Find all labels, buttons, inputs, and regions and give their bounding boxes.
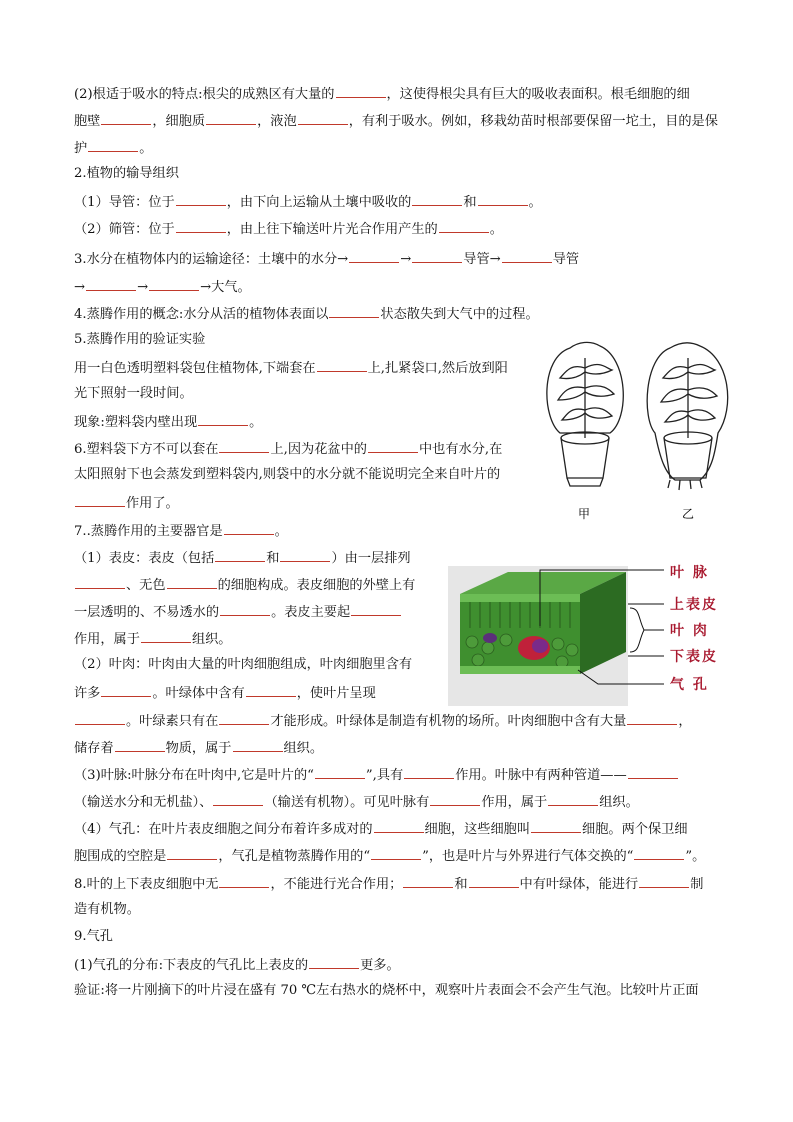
answer-blank[interactable] [220, 601, 270, 616]
answer-blank[interactable] [246, 682, 296, 697]
line-text: → [137, 280, 149, 295]
text-line-24 [74, 710, 692, 732]
line-text: 才能形成。叶绿体是制造有机物的场所。叶肉细胞中含有大量 [270, 714, 627, 729]
label-upper-epidermis: 上表皮 [670, 597, 718, 613]
line-text: → [400, 252, 412, 267]
answer-blank[interactable] [639, 873, 689, 888]
text-line-26 [74, 764, 679, 786]
answer-blank[interactable] [176, 218, 226, 233]
label-stoma: 气 孔 [670, 677, 709, 693]
line-text: ）由一层排列 [331, 551, 411, 566]
answer-blank[interactable] [224, 520, 274, 535]
line-text: ， [678, 714, 692, 729]
line-text: ，由上往下输送叶片光合作用产生的 [226, 222, 438, 237]
line-text: 8.叶的上下表皮细胞中无 [74, 877, 219, 892]
answer-blank[interactable] [627, 710, 677, 725]
line-text: ，由下向上运输从土壤中吸收的 [226, 195, 412, 210]
line-text: (2)根适于吸水的特点:根尖的成熟区有大量的 [74, 87, 335, 102]
line-text: 胞壁 [74, 114, 101, 129]
line-text: ，使叶片呈现 [296, 686, 376, 701]
line-text: 护 [74, 141, 88, 156]
line-text: 验证:将一片刚摘下的叶片浸在盛有 70 ℃左右热水的烧杯中，观察叶片表面会不会产生气泡。比较叶片正面 [74, 983, 699, 998]
answer-blank[interactable] [351, 601, 401, 616]
line-text: 作用。叶脉中有两种管道—— [455, 768, 627, 783]
figure-label-jia: 甲 [578, 507, 591, 521]
answer-blank[interactable] [412, 191, 462, 206]
answer-blank[interactable] [115, 737, 165, 752]
line-text: （1）表皮：表皮（包括 [74, 551, 215, 566]
answer-blank[interactable] [215, 547, 265, 562]
line-text: 更多。 [360, 958, 400, 973]
text-line-28 [74, 818, 688, 840]
answer-blank[interactable] [206, 110, 256, 125]
answer-blank[interactable] [75, 574, 125, 589]
line-text: （输送有机物）。可见叶脉有 [264, 795, 430, 810]
answer-blank[interactable] [374, 818, 424, 833]
answer-blank[interactable] [213, 791, 263, 806]
line-text: 6.塑料袋下方不可以套在 [74, 442, 219, 457]
line-text: ”，也是叶片与外界进行气体交换的“ [422, 849, 634, 864]
line-text: 上,因为花盆中的 [270, 442, 367, 457]
text-line-12 [74, 384, 193, 404]
text-line-8 [74, 276, 251, 298]
line-text: 一层透明的、不易透水的 [74, 605, 220, 620]
line-text: 5.蒸腾作用的验证实验 [74, 332, 206, 347]
text-line-22 [74, 655, 412, 675]
text-line-3 [74, 137, 152, 159]
answer-blank[interactable] [219, 873, 269, 888]
text-line-16 [74, 492, 179, 514]
line-text: （3)叶脉:叶脉分布在叶肉中,它是叶片的“ [74, 768, 314, 783]
text-line-13 [74, 411, 262, 433]
text-line-19 [74, 574, 415, 596]
answer-blank[interactable] [86, 276, 136, 291]
line-text: ”,具有 [365, 768, 404, 783]
text-line-32 [74, 927, 113, 947]
line-text: 作用，属于 [481, 795, 548, 810]
answer-blank[interactable] [317, 357, 367, 372]
line-text: 许多 [74, 686, 101, 701]
leaf-structure-figure [448, 566, 720, 706]
line-text: 太阳照射下也会蒸发到塑料袋内,则袋中的水分就不能说明完全来自叶片的 [74, 467, 501, 482]
plant-yi-illustration [647, 343, 728, 490]
line-text: 现象:塑料袋内壁出现 [74, 415, 198, 430]
figure-label-yi: 乙 [682, 507, 695, 521]
text-line-17 [74, 520, 288, 542]
text-line-1 [74, 83, 690, 105]
line-text: 和 [463, 195, 477, 210]
line-text: 3.水分在植物体内的运输途径：土壤中的水分→ [74, 252, 349, 267]
line-text: 。 [274, 524, 288, 539]
answer-blank[interactable] [167, 845, 217, 860]
line-text: ，这使得根尖具有巨大的吸收表面积。根毛细胞的细 [386, 87, 690, 102]
line-text: （输送水分和无机盐）、 [74, 795, 213, 810]
line-text: 。 [249, 415, 263, 430]
line-text: ，不能进行光合作用； [270, 877, 403, 892]
text-line-6 [74, 218, 503, 240]
answer-blank[interactable] [349, 248, 399, 263]
line-text: 。 [528, 195, 542, 210]
answer-blank[interactable] [233, 737, 283, 752]
line-text: 细胞。两个保卫细 [582, 822, 688, 837]
answer-blank[interactable] [309, 954, 359, 969]
answer-blank[interactable] [219, 438, 269, 453]
answer-blank[interactable] [336, 83, 386, 98]
line-text: 作用，属于 [74, 632, 140, 647]
answer-blank[interactable] [439, 218, 489, 233]
answer-blank[interactable] [628, 764, 678, 779]
line-text: 7..蒸腾作用的主要器官是 [74, 524, 223, 539]
answer-blank[interactable] [88, 137, 138, 152]
line-text: 4.蒸腾作用的概念:水分从活的植物体表面以 [74, 307, 329, 322]
text-line-25 [74, 737, 323, 759]
line-text: 。叶绿素只有在 [126, 714, 219, 729]
answer-blank[interactable] [403, 873, 453, 888]
answer-blank[interactable] [548, 791, 598, 806]
answer-blank[interactable] [75, 710, 125, 725]
line-text: 9.气孔 [74, 929, 113, 944]
answer-blank[interactable] [368, 438, 418, 453]
answer-blank[interactable] [430, 791, 480, 806]
answer-blank[interactable] [219, 710, 269, 725]
line-text: 中有叶绿体，能进行 [519, 877, 639, 892]
text-line-33 [74, 954, 400, 976]
answer-blank[interactable] [315, 764, 365, 779]
label-leaf-vein: 叶 脉 [670, 565, 709, 581]
line-text: （2）叶肉：叶肉由大量的叶肉细胞组成，叶肉细胞里含有 [74, 657, 413, 672]
text-line-23 [74, 682, 376, 704]
text-line-15 [74, 465, 500, 485]
line-text: 。 [139, 141, 153, 156]
text-line-30 [74, 873, 703, 895]
label-lower-epidermis: 下表皮 [670, 649, 718, 665]
line-text: （2）筛管：位于 [74, 222, 175, 237]
line-text: 。表皮主要起 [271, 605, 351, 620]
text-line-4 [74, 164, 179, 184]
line-text: 2.植物的输导组织 [74, 166, 179, 181]
line-text: 光下照射一段时间。 [74, 386, 193, 401]
answer-blank[interactable] [101, 110, 151, 125]
line-text: 用一白色透明塑料袋包住植物体,下端套在 [74, 361, 316, 376]
line-text: 作用了。 [126, 496, 179, 511]
line-text: 、无色 [126, 578, 166, 593]
line-text: 。叶绿体中含有 [152, 686, 245, 701]
text-line-20 [74, 601, 402, 623]
text-line-31 [74, 900, 140, 920]
line-text: 组织。 [599, 795, 639, 810]
label-mesophyll: 叶 肉 [670, 623, 709, 639]
answer-blank[interactable] [502, 248, 552, 263]
plant-jia-illustration [547, 342, 623, 486]
line-text: （4）气孔：在叶片表皮细胞之间分布着许多成对的 [74, 822, 373, 837]
text-line-21 [74, 628, 232, 650]
line-text: 导管 [552, 252, 580, 267]
line-text: 物质，属于 [165, 741, 232, 756]
transpiration-experiment-figure [540, 338, 740, 528]
line-text: 状态散失到大气中的过程。 [380, 307, 539, 322]
answer-blank[interactable] [478, 191, 528, 206]
answer-blank[interactable] [404, 764, 454, 779]
text-line-2 [74, 110, 718, 132]
answer-blank[interactable] [371, 845, 421, 860]
line-text: ，有利于吸水。例如，移栽幼苗时根部要保留一坨土，目的是保 [348, 114, 718, 129]
line-text: 和 [266, 551, 280, 566]
answer-blank[interactable] [149, 276, 199, 291]
text-line-7 [74, 248, 579, 270]
line-text: →大气。 [200, 280, 251, 295]
line-text: 和 [454, 877, 468, 892]
text-line-14 [74, 438, 502, 460]
answer-blank[interactable] [298, 110, 348, 125]
line-text: 。 [489, 222, 503, 237]
line-text: （1）导管：位于 [74, 195, 175, 210]
answer-blank[interactable] [412, 248, 462, 263]
answer-blank[interactable] [634, 845, 684, 860]
line-text: (1)气孔的分布:下表皮的气孔比上表皮的 [74, 958, 309, 973]
line-text: ”。 [685, 849, 706, 864]
answer-blank[interactable] [176, 191, 226, 206]
answer-blank[interactable] [329, 303, 379, 318]
text-line-9 [74, 303, 539, 325]
answer-blank[interactable] [531, 818, 581, 833]
text-line-18 [74, 547, 411, 569]
line-text: ，细胞质 [152, 114, 206, 129]
answer-blank[interactable] [198, 411, 248, 426]
answer-blank[interactable] [469, 873, 519, 888]
line-text: 胞围成的空腔是 [74, 849, 167, 864]
line-text: 的细胞构成。表皮细胞的外壁上有 [217, 578, 416, 593]
line-text: 组织。 [283, 741, 324, 756]
line-text: 细胞，这些细胞叫 [424, 822, 531, 837]
line-text: ，气孔是植物蒸腾作用的“ [218, 849, 371, 864]
line-text: ，液泡 [257, 114, 297, 129]
line-text: 中也有水分,在 [418, 442, 503, 457]
line-text: 上,扎紧袋口,然后放到阳 [367, 361, 508, 376]
line-text: 储存着 [74, 741, 114, 756]
answer-blank[interactable] [167, 574, 217, 589]
answer-blank[interactable] [101, 682, 151, 697]
line-text: 制 [690, 877, 704, 892]
answer-blank[interactable] [280, 547, 330, 562]
text-line-27 [74, 791, 639, 813]
text-line-11 [74, 357, 508, 379]
text-line-34 [74, 981, 699, 1001]
line-text: 组织。 [191, 632, 232, 647]
answer-blank[interactable] [141, 628, 191, 643]
line-text: 导管→ [463, 252, 501, 267]
text-line-10 [74, 330, 205, 350]
answer-blank[interactable] [75, 492, 125, 507]
text-line-5 [74, 191, 542, 213]
text-line-29 [74, 845, 705, 867]
line-text: → [74, 280, 86, 295]
line-text: 造有机物。 [74, 902, 140, 917]
